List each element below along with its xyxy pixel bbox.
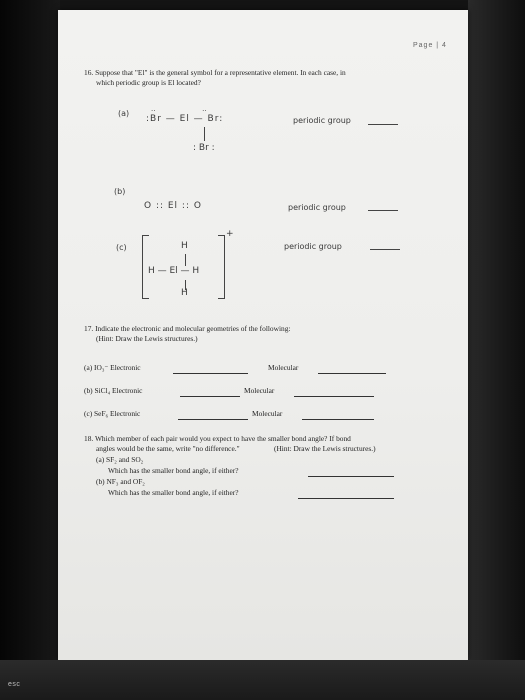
desk-background-left: [0, 0, 60, 700]
q17-a-molecular-blank[interactable]: [318, 365, 386, 374]
q17-b-molecular-label: Molecular: [244, 386, 275, 395]
laptop-bezel: [0, 660, 525, 700]
q18-b-question: Which has the smaller bond angle, if either?: [108, 488, 239, 497]
hw-a-answer-blank: [368, 124, 398, 125]
hw-a-lonepairs-top: ·· ··: [151, 107, 207, 115]
q16-text: 16. Suppose that "El" is the general symbol for a representative element. In each case, in: [84, 68, 346, 77]
q17-hint: (Hint: Draw the Lewis structures.): [96, 334, 198, 343]
q17-c-molecular-blank[interactable]: [302, 411, 374, 420]
q17-c-molecular-label: Molecular: [252, 409, 283, 418]
hw-c-bond-top: [185, 254, 186, 266]
hw-a-bottom-br: : Br :: [193, 143, 215, 153]
hw-a-structure: :Br — El — Br:: [146, 114, 224, 124]
hw-c-middle: H — El — H: [148, 266, 200, 276]
hw-b-answer-blank: [368, 210, 398, 211]
hw-b-answer: periodic group: [288, 203, 346, 212]
hw-c-answer-blank: [370, 249, 400, 250]
hw-c-bottom-h: H: [181, 288, 188, 298]
hw-c-answer: periodic group: [284, 242, 342, 251]
esc-key-label: esc: [8, 681, 21, 688]
q18-text: 18. Which member of each pair would you expect to have the smaller bond angle? If bond: [84, 434, 351, 443]
q17-a-label: (a) IO₃⁻ Electronic: [84, 363, 141, 372]
q18-a-answer-blank[interactable]: [308, 468, 394, 477]
page-number: Page | 4: [413, 42, 447, 49]
hw-b-label: (b): [114, 187, 126, 196]
q17-a-electronic-blank[interactable]: [173, 365, 248, 374]
desk-background-right: [468, 0, 525, 700]
q18-text-line2: angles would be the same, write "no difference.": [96, 444, 240, 453]
q17-a-molecular-label: Molecular: [268, 363, 299, 372]
q18-b-answer-blank[interactable]: [298, 490, 394, 499]
hw-a-label: (a): [118, 109, 130, 118]
hw-c-top-h: H: [181, 241, 188, 251]
hw-a-bond-vertical: [204, 127, 205, 141]
q16-text-line2: which periodic group is El located?: [96, 78, 201, 87]
q17-c-label: (c) SeF₆ Electronic: [84, 409, 141, 418]
q17-b-label: (b) SiCl₄ Electronic: [84, 386, 143, 395]
hw-c-right-bracket: [218, 235, 225, 299]
q17-b-molecular-blank[interactable]: [294, 388, 374, 397]
q18-hint: (Hint: Draw the Lewis structures.): [274, 444, 376, 453]
q17-text: 17. Indicate the electronic and molecular geometries of the following:: [84, 324, 291, 333]
worksheet-page: [58, 10, 468, 660]
q17-b-electronic-blank[interactable]: [180, 388, 240, 397]
hw-b-structure: O :: El :: O: [144, 201, 202, 211]
q17-c-electronic-blank[interactable]: [178, 411, 248, 420]
hw-c-charge: +: [226, 229, 234, 239]
q18-a-label: (a) SF₂ and SO₂: [96, 455, 144, 464]
hw-c-label: (c): [116, 243, 127, 252]
q18-a-question: Which has the smaller bond angle, if either?: [108, 466, 239, 475]
q18-b-label: (b) NF₃ and OF₂: [96, 477, 145, 486]
hw-a-answer: periodic group: [293, 116, 351, 125]
